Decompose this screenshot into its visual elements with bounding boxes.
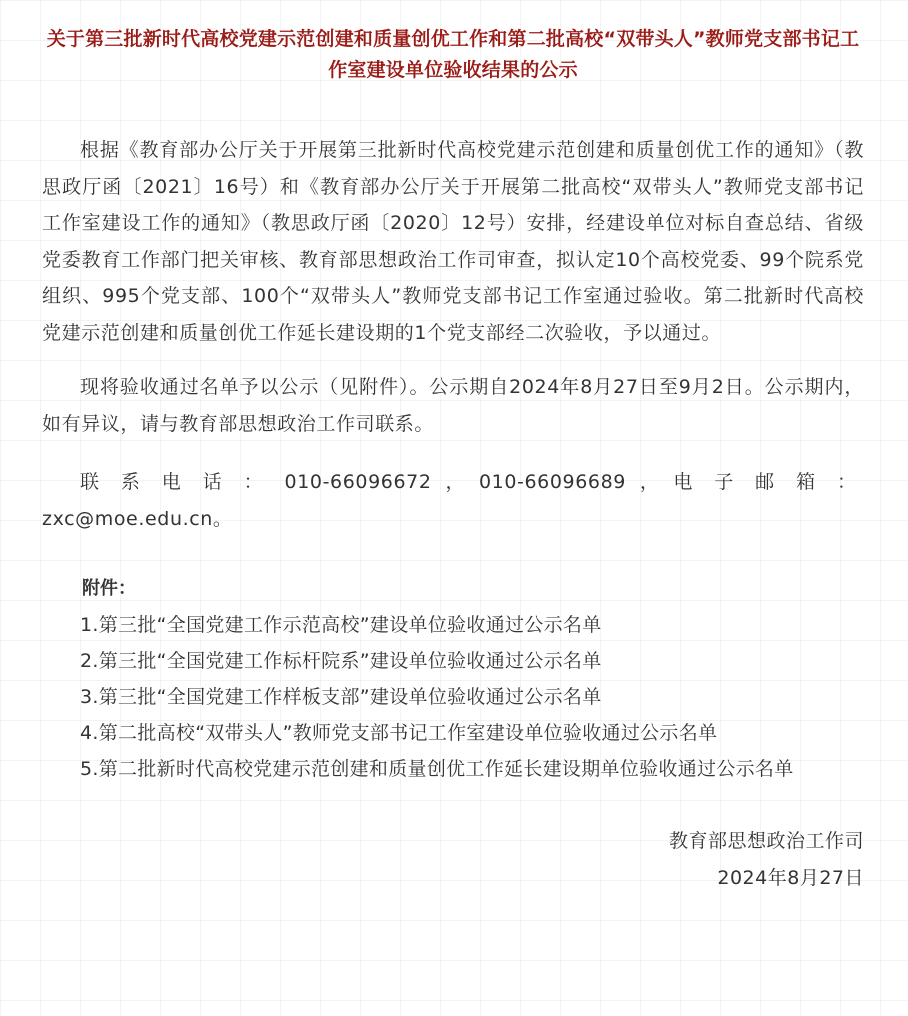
body-paragraph-basis: 根据《教育部办公厅关于开展第三批新时代高校党建示范创建和质量创优工作的通知》（教思政厅函〔2021〕16号）和《教育部办公厅关于开展第二批高校“双带头人”教师党支部书记工作室建设工作的通知》（教思政厅函〔2020〕12号）安排，经建设单位对标自查总结、省级党委教育工作部门把关审核、教育部思想政治工作司审查，拟认定10个高校党委、99个院系党组织、995个党支部、100个“双带头人”教师党支部书记工作室通过验收。第二批新时代高校党建示范创建和质量创优工作延长建设期的1个党支部经二次验收，予以通过。	[42, 139, 864, 344]
attachments-heading: 附件：	[82, 578, 136, 599]
attachments-list	[42, 607, 864, 787]
phone-label: 联系电话：	[80, 471, 285, 493]
contact-paragraph	[42, 464, 864, 537]
signature-org: 教育部思想政治工作司	[668, 830, 864, 852]
phone-numbers: 010-66096672，010-66096689，	[284, 471, 674, 493]
attachment-item: 3.第三批“全国党建工作样板支部”建设单位验收通过公示名单	[80, 686, 602, 708]
body-paragraph-publicity: 现将验收通过名单予以公示（见附件）。公示期自2024年8月27日至9月2日。公示期内，如有异议，请与教育部思想政治工作司联系。	[42, 376, 864, 435]
notice-title: 关于第三批新时代高校党建示范创建和质量创优工作和第二批高校“双带头人”教师党支部书记工作室建设单位验收结果的公示	[46, 28, 860, 81]
signature-date: 2024年8月27日	[717, 867, 864, 889]
attachment-item: 2.第三批“全国党建工作标杆院系”建设单位验收通过公示名单	[80, 650, 602, 672]
signature-block	[42, 823, 864, 897]
email-address: zxc@moe.edu.cn。	[42, 507, 233, 530]
attachment-item: 4.第二批高校“双带头人”教师党支部书记工作室建设单位验收通过公示名单	[80, 722, 718, 744]
attachment-item: 5.第二批新时代高校党建示范创建和质量创优工作延长建设期单位验收通过公示名单	[80, 758, 794, 780]
attachment-item: 1.第三批“全国党建工作示范高校”建设单位验收通过公示名单	[80, 614, 602, 636]
email-label: 电子邮箱：	[673, 471, 864, 493]
